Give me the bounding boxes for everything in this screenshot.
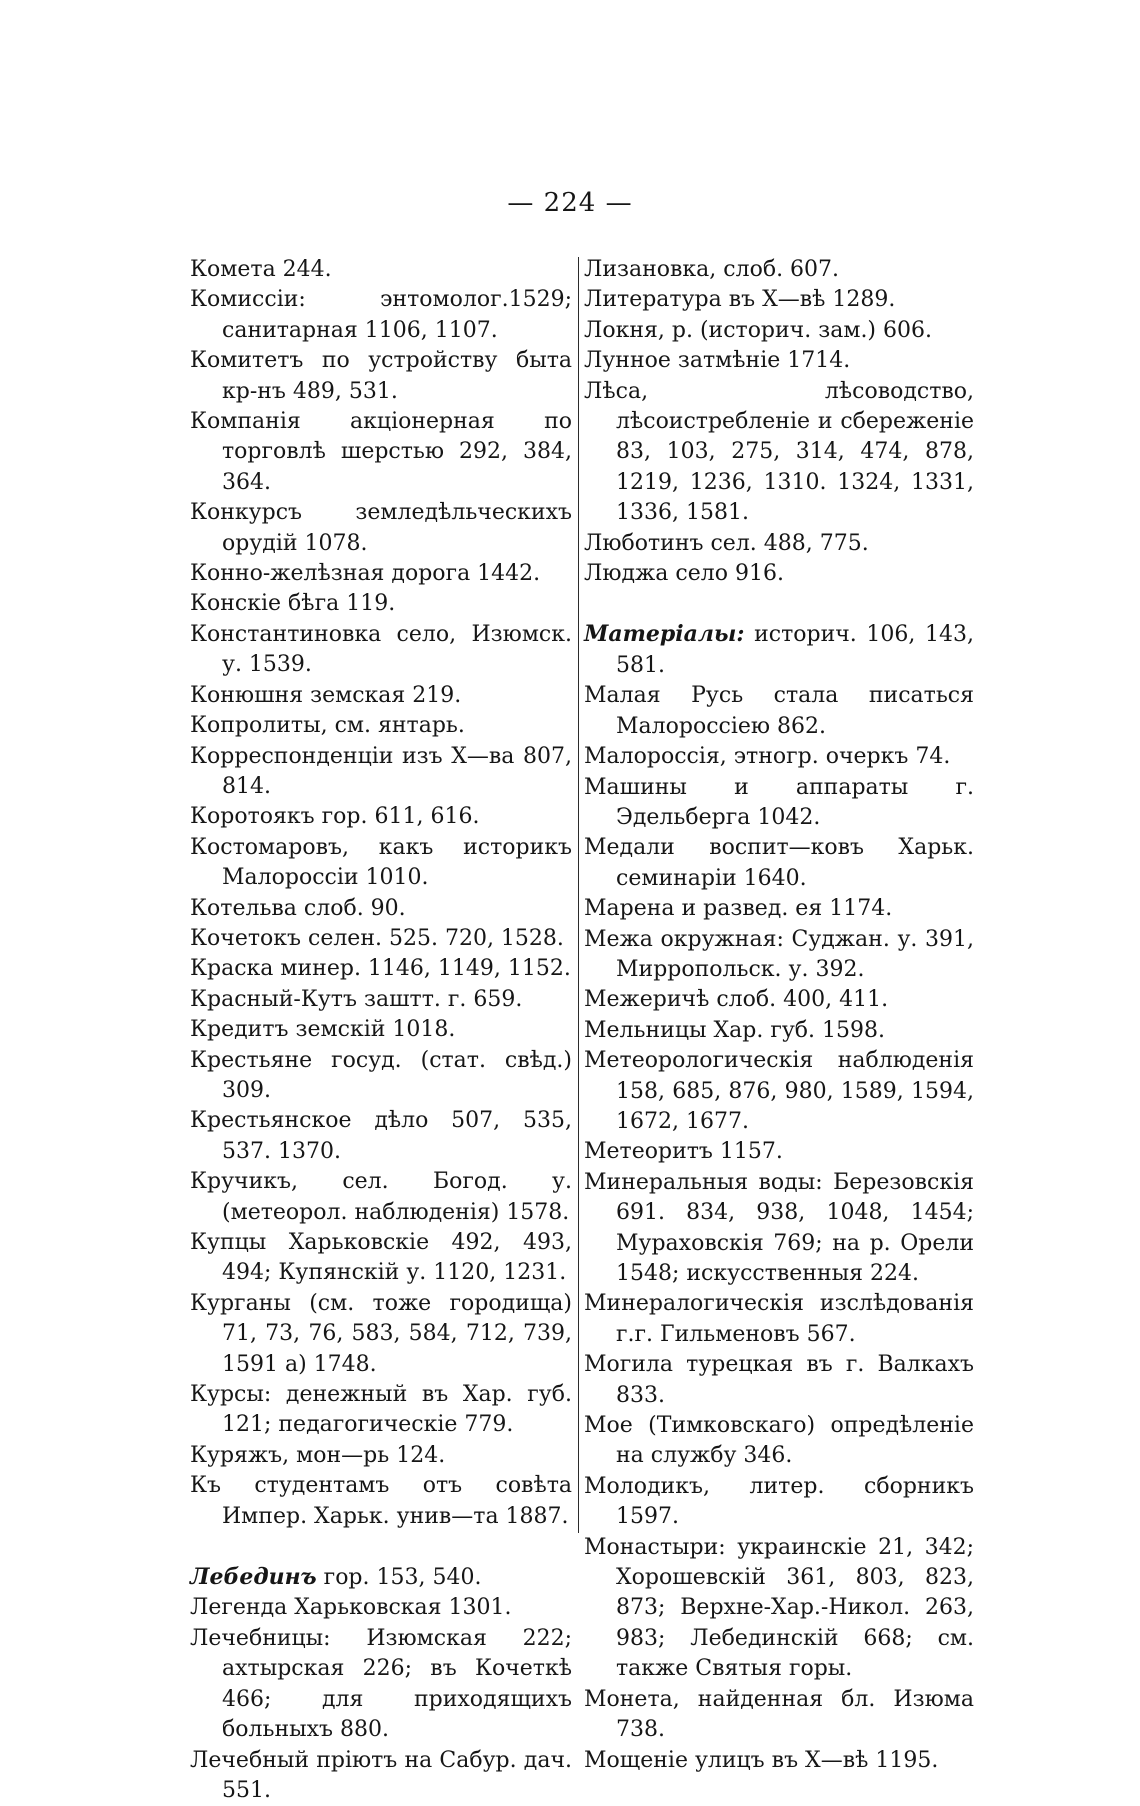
index-entry [190, 742, 572, 803]
entry-text: Локня, р. (историч. зам.) 606. [584, 318, 932, 343]
index-entry [190, 681, 572, 711]
entry-text: Крестьянское дѣло 507, 535, 537. 1370. [190, 1108, 572, 1163]
index-entry [190, 833, 572, 894]
entry-text: гор. 153, 540. [317, 1565, 482, 1590]
index-entry [584, 1533, 974, 1685]
entry-text: Мощеніе улицъ въ Х—вѣ 1195. [584, 1748, 938, 1773]
entry-text: Конюшня земская 219. [190, 683, 461, 708]
section-heading: Лебединъ [190, 1564, 317, 1590]
index-entry [584, 377, 974, 529]
index-entry [584, 346, 974, 376]
entry-text: Копролиты, см. янтарь. [190, 713, 465, 738]
column-divider [578, 257, 579, 1533]
entry-text: Лизановка, слоб. 607. [584, 257, 839, 282]
index-entry [190, 1746, 572, 1806]
entry-text: Машины и аппараты г. Эдельберга 1042. [584, 775, 974, 830]
index-entry [190, 1289, 572, 1380]
index-entry [584, 316, 974, 346]
index-entry [190, 1167, 572, 1228]
entry-text: Литература въ Х—вѣ 1289. [584, 287, 895, 312]
index-entry [584, 985, 974, 1015]
entry-text: Компанія акціонерная по торговлѣ шерстью 292, 384, 364. [190, 409, 572, 495]
entry-text: Малая Русь стала писаться Малороссіею 862. [584, 683, 974, 738]
entry-text: Конкурсъ земледѣльческихъ орудій 1078. [190, 500, 572, 555]
index-entry [584, 619, 974, 681]
index-entry [190, 985, 572, 1015]
entry-text: Лѣса, лѣсоводство, лѣсоистребленіе и сбереженіе 83, 103, 275, 314, 474, 878, 1219, 1236, 1310. 1324, 1331, 1336, 1581. [584, 379, 974, 526]
index-entry [190, 498, 572, 559]
index-entry [190, 1046, 572, 1107]
entry-text: Краска минер. 1146, 1149, 1152. [190, 956, 571, 981]
section-gap [190, 1532, 572, 1562]
entry-text: историч. 106, 143, 581. [616, 622, 974, 677]
index-entry [190, 1441, 572, 1471]
entry-text: Минералогическія изслѣдованія г.г. Гильменовъ 567. [584, 1291, 974, 1346]
entry-text: Комиссіи: энтомолог.1529; санитарная 1106, 1107. [190, 287, 572, 342]
index-entry [190, 346, 572, 407]
entry-text: Метеоритъ 1157. [584, 1139, 783, 1164]
entry-text: Корреспонденціи изъ Х—ва 807, 814. [190, 744, 572, 799]
entry-text: Костомаровъ, какъ историкъ Малороссіи 1010. [190, 835, 572, 890]
index-entry [584, 773, 974, 834]
index-entry [190, 1624, 572, 1746]
entry-text: Межа окружная: Суджан. у. 391, Мирропольск. у. 392. [584, 927, 974, 982]
entry-text: Кредитъ земскій 1018. [190, 1017, 455, 1042]
index-entry [584, 1137, 974, 1167]
entry-text: Монастыри: украинскіе 21, 342; Хорошевскій 361, 803, 823, 873; Верхне-Хар.-Никол. 263, 983; Лебединскій 668; см. также Святыя горы. [584, 1535, 974, 1682]
entry-text: Лунное затмѣніе 1714. [584, 348, 850, 373]
entry-text: Къ студентамъ отъ совѣта Импер. Харьк. унив—та 1887. [190, 1473, 572, 1528]
page-number: — 224 — [0, 188, 1140, 218]
index-entry [584, 742, 974, 772]
entry-text: Котельва слоб. 90. [190, 896, 406, 921]
index-entry [190, 589, 572, 619]
entry-text: Крестьяне госуд. (стат. свѣд.) 309. [190, 1048, 572, 1103]
entry-text: Комета 244. [190, 257, 332, 282]
entry-text: Курганы (см. тоже городища) 71, 73, 76, 583, 584, 712, 739, 1591 а) 1748. [190, 1291, 572, 1377]
entry-text: Метеорологическія наблюденія 158, 685, 876, 980, 1589, 1594, 1672, 1677. [584, 1048, 974, 1134]
entry-text: Монета, найденная бл. Изюма 738. [584, 1687, 974, 1742]
index-entry [584, 285, 974, 315]
entry-text: Люботинъ сел. 488, 775. [584, 531, 869, 556]
index-entry [190, 1593, 572, 1623]
entry-text: Курсы: денежный въ Хар. губ. 121; педагогическіе 779. [190, 1382, 572, 1437]
index-entry [190, 802, 572, 832]
index-column-right [584, 255, 974, 1776]
entry-text: Люджа село 916. [584, 561, 784, 586]
index-entry [190, 711, 572, 741]
index-entry [584, 925, 974, 986]
entry-text: Конскіе бѣга 119. [190, 591, 395, 616]
entry-text: Конно-желѣзная дорога 1442. [190, 561, 540, 586]
section-heading: Матеріалы: [584, 621, 745, 647]
index-entry [190, 1228, 572, 1289]
index-entry [190, 1380, 572, 1441]
index-entry [190, 1562, 572, 1593]
entry-text: Мое (Тимковскаго) опредѣленіе на службу 346. [584, 1413, 974, 1468]
index-entry [584, 894, 974, 924]
entry-text: Комитетъ по устройству быта кр-нъ 489, 531. [190, 348, 572, 403]
index-entry [190, 255, 572, 285]
index-entry [190, 954, 572, 984]
index-entry [584, 529, 974, 559]
index-entry [190, 1106, 572, 1167]
entry-text: Кочетокъ селен. 525. 720, 1528. [190, 926, 564, 951]
index-entry [584, 1289, 974, 1350]
entry-text: Лечебный пріютъ на Сабур. дач. 551. [190, 1748, 572, 1803]
entry-text: Купцы Харьковскіе 492, 493, 494; Купянскій у. 1120, 1231. [190, 1230, 572, 1285]
entry-text: Марена и развед. ея 1174. [584, 896, 892, 921]
index-entry [584, 833, 974, 894]
entry-text: Медали воспит—ковъ Харьк. семинаріи 1640. [584, 835, 974, 890]
entry-text: Константиновка село, Изюмск. у. 1539. [190, 622, 572, 677]
index-entry [584, 1685, 974, 1746]
index-entry [584, 681, 974, 742]
entry-text: Межеричѣ слоб. 400, 411. [584, 987, 888, 1012]
entry-text: Красный-Кутъ заштт. г. 659. [190, 987, 522, 1012]
index-entry [584, 1411, 974, 1472]
entry-text: Минеральныя воды: Березовскія 691. 834, 938, 1048, 1454; Мураховскія 769; на р. Орели 1548; искусственныя 224. [584, 1170, 974, 1286]
index-entry [584, 559, 974, 589]
entry-text: Кручикъ, сел. Богод. у. (метеорол. наблюденія) 1578. [190, 1169, 572, 1224]
entry-text: Куряжъ, мон—рь 124. [190, 1443, 445, 1468]
index-entry [190, 894, 572, 924]
entry-text: Мельницы Хар. губ. 1598. [584, 1018, 885, 1043]
index-entry [584, 1016, 974, 1046]
index-column-left [190, 255, 572, 1806]
index-entry [190, 559, 572, 589]
index-entry [190, 1471, 572, 1532]
index-entry [190, 407, 572, 498]
index-entry [584, 1472, 974, 1533]
index-entry [190, 285, 572, 346]
section-gap [584, 589, 974, 619]
entry-text: Молодикъ, литер. сборникъ 1597. [584, 1474, 974, 1529]
index-entry [584, 255, 974, 285]
entry-text: Лечебницы: Изюмская 222; ахтырская 226; въ Кочеткѣ 466; для приходящихъ больныхъ 880. [190, 1626, 572, 1742]
index-entry [584, 1046, 974, 1137]
index-entry [584, 1168, 974, 1290]
entry-text: Коротоякъ гор. 611, 616. [190, 804, 479, 829]
index-entry [584, 1746, 974, 1776]
entry-text: Малороссія, этногр. очеркъ 74. [584, 744, 950, 769]
entry-text: Могила турецкая въ г. Валкахъ 833. [584, 1352, 974, 1407]
index-entry [584, 1350, 974, 1411]
index-entry [190, 1015, 572, 1045]
entry-text: Легенда Харьковская 1301. [190, 1595, 512, 1620]
index-entry [190, 924, 572, 954]
index-entry [190, 620, 572, 681]
